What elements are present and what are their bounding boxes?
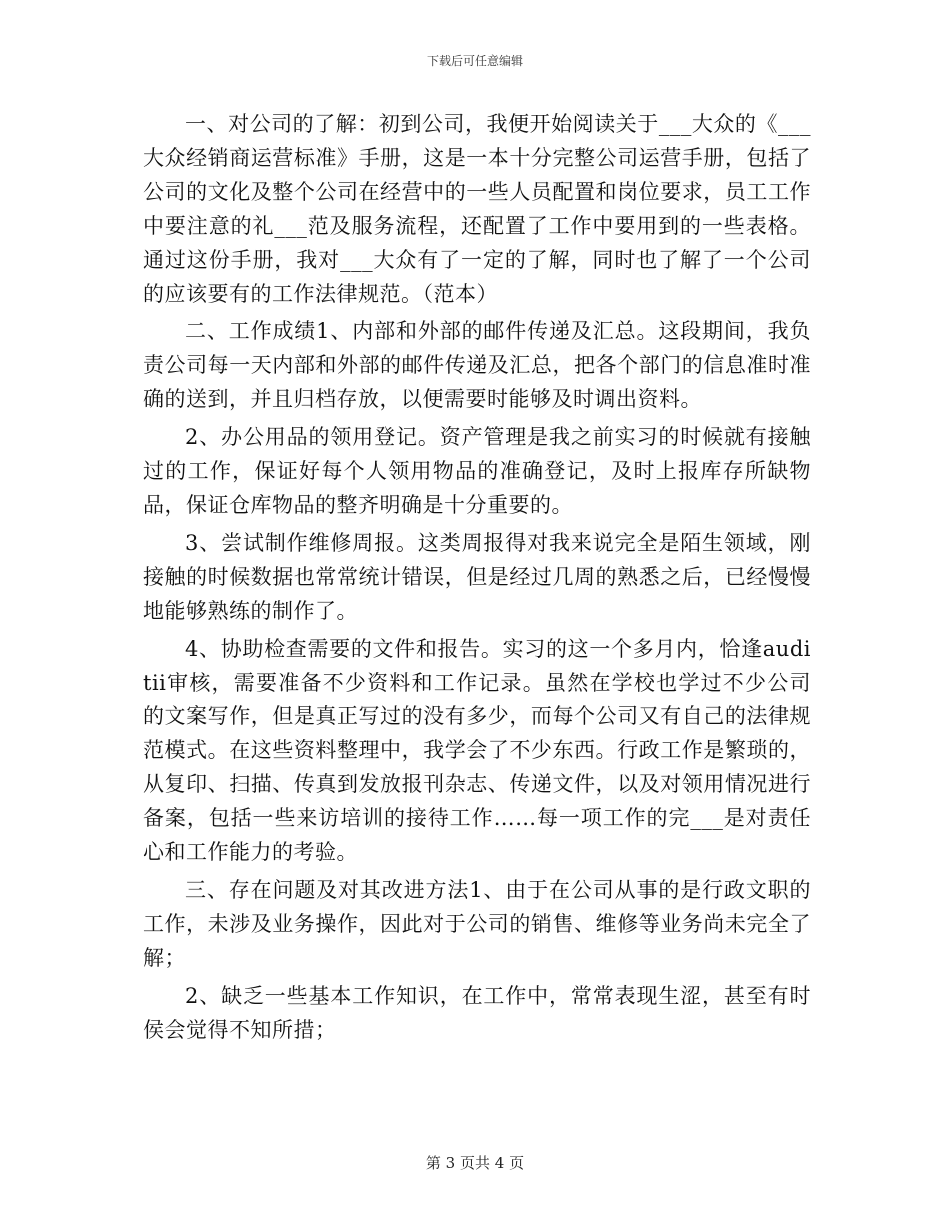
page-header: 下载后可任意编辑	[426, 54, 523, 68]
paragraph-work-results-mail: 二、工作成绩1、内部和外部的邮件传递及汇总。这段期间，我负责公司每一天内部和外部的邮件传递及汇总，把各个部门的信息准时准确的送到，并且归档存放，以便需要时能够及时调出资料。	[143, 319, 811, 412]
paragraph-document-check: 4、协助检查需要的文件和报告。实习的这一个多月内，恰逢auditii审核，需要准备不少资料和工作记录。虽然在学校也学过不少公司的文案写作，但是真正写过的没有多少，而每个公司又有自己的法律规范模式。在这些资料整理中，我学会了不少东西。行政工作是繁琐的，从复印、扫描、传真到发放报刊杂志、传递文件，以及对领用情况进行备案，包括一些来访培训的接待工作……每一项工作的完___是对责任心和工作能力的考验。	[143, 636, 811, 865]
paragraph-maintenance-report: 3、尝试制作维修周报。这类周报得对我来说完全是陌生领域，刚接触的时候数据也常常统计错误，但是经过几周的熟悉之后，已经慢慢地能够熟练的制作了。	[143, 530, 811, 623]
paragraph-problems-2: 2、缺乏一些基本工作知识，在工作中，常常表现生涩，甚至有时侯会觉得不知所措；	[143, 983, 811, 1042]
document-body	[143, 108, 811, 1051]
paragraph-office-supplies: 2、办公用品的领用登记。资产管理是我之前实习的时候就有接触过的工作，保证好每个人领用物品的准确登记，及时上报库存所缺物品，保证仓库物品的整齐明确是十分重要的。	[143, 425, 811, 517]
page-footer: 第 3 页共 4 页	[425, 1154, 525, 1172]
paragraph-problems-1: 三、存在问题及对其改进方法1、由于在公司从事的是行政文职的工作，未涉及业务操作，因此对于公司的销售、维修等业务尚未完全了解；	[143, 877, 811, 970]
paragraph-company-understanding: 一、对公司的了解：初到公司，我便开始阅读关于___大众的《___大众经销商运营标准》手册，这是一本十分完整公司运营手册，包括了公司的文化及整个公司在经营中的一些人员配置和岗位要求，员工工作中要注意的礼___范及服务流程，还配置了工作中要用到的一些表格。通过这份手册，我对___大众有了一定的了解，同时也了解了一个公司的应该要有的工作法律规范。（范本）	[143, 112, 811, 306]
